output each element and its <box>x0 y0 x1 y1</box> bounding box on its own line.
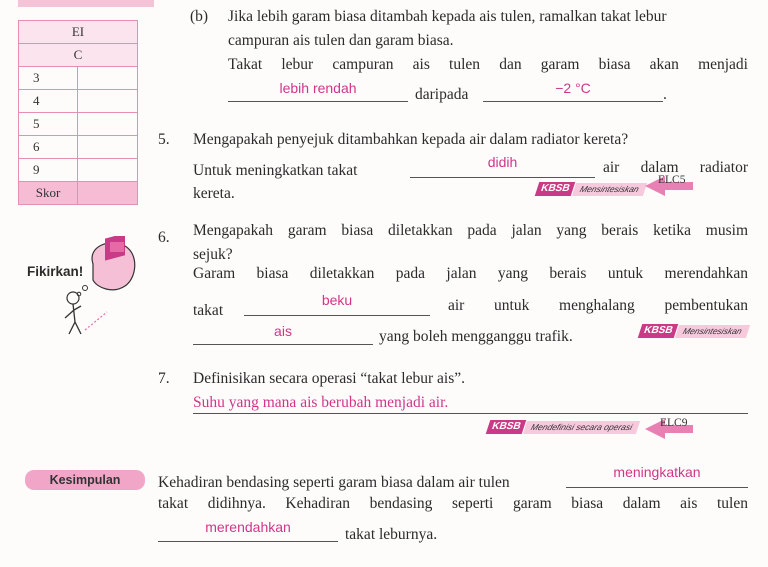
table-cell-empty[interactable] <box>78 90 138 113</box>
kesimpulan-blank2[interactable]: merendahkan <box>205 519 291 535</box>
answer-6-end: yang boleh mengganggu trafik. <box>379 328 573 345</box>
table-row <box>19 90 138 113</box>
kbsb-tag <box>488 419 638 435</box>
answer-b-line1: Takat lebur campuran ais tulen dan garam biasa akan menjadi <box>228 56 748 73</box>
answer-b-mid: daripada <box>415 86 469 103</box>
kbsb-badge: KBSB <box>638 324 679 338</box>
kbsb-badge: KBSB <box>535 182 576 196</box>
thinking-figure-icon <box>55 236 140 336</box>
answer-blank-line <box>193 413 748 414</box>
question-7-text: Definisikan secara operasi “takat lebur ais”. <box>193 370 465 387</box>
table-footer-label: Skor <box>19 182 78 205</box>
answer-7-text[interactable]: Suhu yang mana ais berubah menjadi air. <box>193 394 449 411</box>
kesimpulan-badge: Kesimpulan <box>25 470 145 490</box>
answer-b-blank1[interactable]: lebih rendah <box>279 80 357 96</box>
answer-5-line2: kereta. <box>193 185 235 202</box>
table-row <box>19 67 138 90</box>
kbsb-tag <box>640 323 748 339</box>
kesimpulan-line3-end: takat leburnya. <box>345 526 438 543</box>
skill-label: Mensintesiskan <box>675 325 750 338</box>
table-row <box>19 159 138 182</box>
table-cell: 5 <box>19 113 78 136</box>
table-cell-empty[interactable] <box>78 113 138 136</box>
question-6-line1: Mengapakah garam biasa diletakkan pada jalan yang berais ketika musim <box>193 222 748 239</box>
kesimpulan-line1: Kehadiran bendasing seperti garam biasa dalam air tulen <box>158 474 510 491</box>
kbsb-tag <box>537 181 645 197</box>
table-cell-empty[interactable] <box>78 182 138 205</box>
table-cell-empty[interactable] <box>78 67 138 90</box>
skill-label: Mensintesiskan <box>572 183 647 196</box>
elc-label: ELC9 <box>660 417 688 429</box>
question-7-number: 7. <box>158 370 170 387</box>
kesimpulan-line2: takat didihnya. Kehadiran bendasing seperti garam biasa dalam ais tulen <box>158 495 748 512</box>
question-6-number: 6. <box>158 229 170 246</box>
answer-blank-line <box>566 487 748 488</box>
table-cell-empty[interactable] <box>78 136 138 159</box>
answer-5-blank[interactable]: didih <box>487 154 518 170</box>
answer-blank-line <box>483 101 663 102</box>
answer-6-blank2[interactable]: ais <box>274 323 292 339</box>
skill-label: Mendefinisi secara operasi <box>523 421 640 434</box>
top-pink-bar <box>18 0 154 7</box>
table-cell: 9 <box>19 159 78 182</box>
kbsb-badge: KBSB <box>486 420 527 434</box>
question-6-line2: sejuk? <box>193 246 233 263</box>
answer-blank-line <box>158 541 338 542</box>
answer-blank-line <box>228 101 408 102</box>
question-b-line1: Jika lebih garam biasa ditambah kepada ais tulen, ramalkan takat lebur <box>228 8 667 25</box>
answer-6-line1: Garam biasa diletakkan pada jalan yang berais untuk merendahkan <box>193 265 748 282</box>
table-header-row <box>19 21 138 44</box>
elc-label: ELC5 <box>658 174 686 186</box>
table-header-row <box>19 44 138 67</box>
kesimpulan-blank1[interactable]: meningkatkan <box>613 464 701 480</box>
answer-blank-line <box>410 177 595 178</box>
table-row <box>19 113 138 136</box>
answer-6-blank1[interactable]: beku <box>321 292 353 308</box>
question-5-text: Mengapakah penyejuk ditambahkan kepada air dalam radiator kereta? <box>193 131 629 148</box>
fikirkan-label: Fikirkan! <box>27 264 84 279</box>
answer-blank-line <box>193 344 373 345</box>
answer-b-end: . <box>663 86 667 103</box>
score-table <box>18 20 138 205</box>
answer-5-pre: Untuk meningkatkan takat <box>193 162 358 179</box>
answer-5-post: air dalam radiator <box>603 159 748 176</box>
table-cell: 3 <box>19 67 78 90</box>
table-footer-row <box>19 182 138 205</box>
table-row <box>19 136 138 159</box>
answer-b-blank2[interactable]: −2 °C <box>555 80 591 96</box>
question-5-number: 5. <box>158 131 170 148</box>
answer-blank-line <box>244 315 430 316</box>
table-header-c: C <box>19 44 138 67</box>
answer-6-mid: air untuk menghalang pembentukan <box>448 297 748 314</box>
question-b-line2: campuran ais tulen dan garam biasa. <box>228 32 454 49</box>
table-header-ei: EI <box>19 21 138 44</box>
table-cell: 6 <box>19 136 78 159</box>
question-b-label: (b) <box>190 8 209 25</box>
table-cell: 4 <box>19 90 78 113</box>
answer-6-pre: takat <box>193 302 224 319</box>
table-cell-empty[interactable] <box>78 159 138 182</box>
